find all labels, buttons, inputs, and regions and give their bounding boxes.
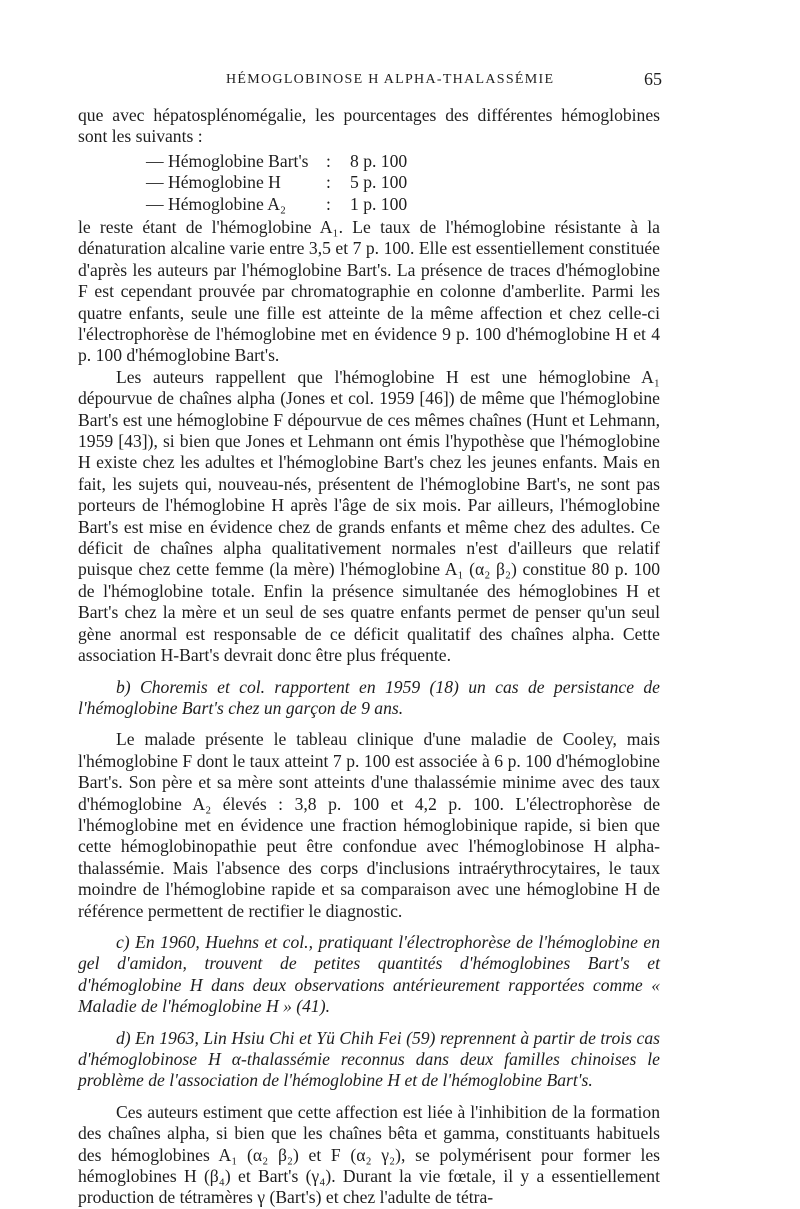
section-d-heading: d) En 1963, Lin Hsiu Chi et Yü Chih Fei (59) reprennent à partir de trois cas d'hémoglobinose H α-thalassémie reconnus dans deux familles chinoises le problème de l'association de l'hémoglobine H et de l'hémoglobine Bart's. (78, 1027, 660, 1091)
list-item (146, 172, 660, 193)
list-item-name: — Hémoglobine A₂ (146, 193, 287, 214)
list-item (146, 194, 660, 215)
running-title: HÉMOGLOBINOSE H ALPHA-THALASSÉMIE (226, 72, 555, 87)
paragraph-3: Les auteurs rappellent que l'hémoglobine H est une hémoglobine A₁ dépourvue de chaînes alpha (Jones et col. 1959 [46]) de même que l'hémoglobine Bart's est une hémoglobine F dépourvue de ces mêmes chaînes (Hunt et Lehmann, 1959 [43]), si bien que Jones et Lehmann ont émis l'hypothèse que l'hémoglobine H existe chez les adultes et l'hémoglobine Bart's chez les jeunes enfants. Mais en fait, les sujets qui, nouveau-nés, présentent de l'hémoglobine Bart's, ne sont pas porteurs de l'hémoglobine H après l'âge de six mois. Par ailleurs, l'hémoglobine Bart's est mise en évidence chez de grands enfants et même chez des adultes. Ce déficit de chaînes alpha qualitativement normales n'est d'ailleurs que relatif puisque chez cette femme (la mère) l'hémoglobine A₁ (α₂ β₂) constitue 80 p. 100 de l'hémoglobine totale. Enfin la présence simultanée des hémoglobines H et Bart's chez la mère et un seul de ses quatre enfants permet de penser qu'un seul gène anormal est responsable de ce déficit qualitatif des chaînes alpha. Cette association H-Bart's devrait donc être plus fréquente. (78, 366, 660, 666)
list-item-value: 1 p. 100 (350, 193, 408, 214)
paragraph-4: Le malade présente le tableau clinique d'une maladie de Cooley, mais l'hémoglobine F dont le taux atteint 7 p. 100 est associée à 6 p. 100 d'hémoglobine Bart's. Son père et sa mère sont atteints d'une thalassémie minime avec des taux d'hémoglobine A₂ élevés : 3,8 p. 100 et 4,2 p. 100. L'électrophorèse de l'hémoglobine met en évidence une fraction hémoglobinique rapide, si bien que cette hémoglobinopathie peut être confondue avec l'hémoglobinose H alpha-thalassémie. Mais l'absence des corps d'inclusions intraérythrocytaires, le taux moindre de l'hémoglobine rapide et sa comparaison avec une hémoglobine H de référence permettent de rectifier le diagnostic. (78, 729, 660, 921)
paragraph-5: Ces auteurs estiment que cette affection est liée à l'inhibition de la formation des chaînes alpha, si bien que les chaînes bêta et gamma, constituants habituels des hémoglobines A₁ (α₂ β₂) et F (α₂ γ₂), se polymérisent pour former les hémoglobines H (β₄) et Bart's (γ₄). Durant la vie fœtale, il y a essentiellement production de tétramères γ (Bart's) et chez l'adulte de tétra- (78, 1101, 660, 1208)
list-colon: : (326, 193, 331, 214)
list-item-value: 8 p. 100 (350, 150, 408, 171)
list-item-value: 5 p. 100 (350, 172, 408, 193)
section-b-heading: b) Choremis et col. rapportent en 1959 (18) un cas de persistance de l'hémoglobine Bart's chez un garçon de 9 ans. (78, 676, 660, 718)
body-text (78, 105, 660, 1209)
list-item (146, 151, 660, 172)
list-colon: : (326, 150, 331, 171)
paragraph-1: que avec hépatosplénomégalie, les pourcentages des différentes hémoglobines sont les suivants : (78, 105, 660, 147)
list-colon: : (326, 172, 331, 193)
list-item-name: — Hémoglobine H (146, 172, 281, 193)
hemoglobin-list (146, 151, 660, 215)
page-number: 65 (644, 69, 662, 89)
paragraph-2: le reste étant de l'hémoglobine A₁. Le taux de l'hémoglobine résistante à la dénaturation alcaline varie entre 3,5 et 7 p. 100. Elle est essentiellement constituée d'après les auteurs par l'hémoglobine Bart's. La présence de traces d'hémoglobine F est cependant prouvée par chromatographie en colonne d'amberlite. Parmi les quatre enfants, seule une fille est atteinte de la même affection et chez celle-ci l'électrophorèse de l'hémoglobine met en évidence 9 p. 100 d'hémoglobine H et 4 p. 100 d'hémoglobine Bart's. (78, 216, 660, 366)
section-c-heading: c) En 1960, Huehns et col., pratiquant l'électrophorèse de l'hémoglobine en gel d'amidon, trouvent de petites quantités d'hémoglobines Bart's et d'hémoglobine H dans deux observations antérieurement rapportées comme « Maladie de l'hémoglobine H » (41). (78, 931, 660, 1017)
list-item-name: — Hémoglobine Bart's (146, 150, 309, 171)
